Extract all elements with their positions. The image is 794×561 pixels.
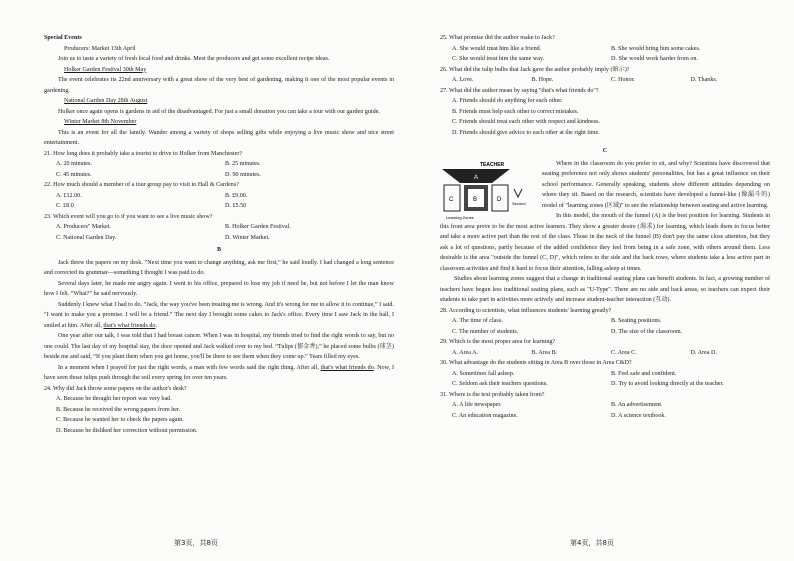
section-b-heading: B bbox=[216, 247, 222, 253]
zone-c-label: C bbox=[449, 196, 454, 203]
question-22: 22. How much should a member of a tour group pay to visit to Hall & Cardens? bbox=[44, 182, 239, 188]
option[interactable]: C. Friends should treat each other with respect and kindness. bbox=[452, 119, 601, 125]
option[interactable]: A. Area A. bbox=[452, 349, 479, 356]
option[interactable]: A. Producers" Market. bbox=[56, 224, 111, 230]
teacher-label: TEACHER bbox=[480, 161, 505, 168]
option[interactable]: A. Friends should do anything for each other. bbox=[452, 98, 563, 104]
second-label: Second bbox=[512, 200, 526, 206]
question-28: 28. According to scientists, what influences students' learning greatly? bbox=[440, 307, 612, 314]
options-30 bbox=[440, 369, 770, 390]
option[interactable]: B. Feel safe and confident. bbox=[611, 370, 677, 377]
left-page bbox=[44, 33, 394, 436]
passage-paragraph: Jack threw the papers on my desk. “Next time you want to change anything, ask me first,” he said loudly. I had changed a long sentence and corrected its grammar—something I thought I was paid to do. bbox=[44, 259, 394, 276]
option[interactable]: D. Area D. bbox=[690, 349, 717, 356]
option[interactable]: D. Try to avoid looking directly at the teacher. bbox=[611, 381, 724, 387]
page-footer-right: 第4页，共8页 bbox=[570, 539, 614, 547]
option[interactable]: A. She would treat him like a friend. bbox=[452, 45, 542, 52]
option[interactable]: B. Friends must help each other to correct mistakes. bbox=[452, 108, 579, 115]
option[interactable]: B. Seating positions. bbox=[611, 318, 662, 324]
zone-a-label: A bbox=[474, 174, 479, 181]
option[interactable]: D. Thanks. bbox=[690, 77, 718, 83]
option[interactable]: A. Because he thought her report was very bad. bbox=[56, 396, 172, 402]
option[interactable]: A. The time of class. bbox=[452, 318, 503, 324]
options-28 bbox=[440, 316, 770, 337]
option[interactable]: B. She would bring him some cakes. bbox=[611, 45, 701, 52]
question-21: 21. How long does it probably take a tourist to drive to Holker from Manchester? bbox=[44, 150, 243, 157]
option[interactable]: B. Because he received the wrong papers from her. bbox=[56, 406, 181, 413]
option[interactable]: A. Love. bbox=[452, 77, 474, 83]
option[interactable]: A. Sometimes fall asleep. bbox=[452, 370, 515, 377]
option[interactable]: C. An education magazine. bbox=[452, 412, 518, 419]
passage-paragraph: In this model, the mouth of the funnel (A) is the best position for learning. Students in this front area prove to be the most active learners. They show a greater desire (渴求) for learning, which leads them to focus better and take a more active part than the rest of the class. Those in the neck of the funnel (B) don't pay the same close attention, but they ask a lot of questions, partly because of the added confidence they feel from being in a safe zone, with others around them. Less desirable is the area "outside the funnel (C, D)", which refers to the side and the back rows, where students take a less active part in classroom activities and find it hard to focus their attention, falling asleep at times. bbox=[440, 213, 770, 272]
option[interactable]: D. She would work harder from on. bbox=[611, 56, 698, 62]
question-31: 31. Where is the text probably taken from? bbox=[440, 391, 545, 398]
passage-paragraph: In a moment when I prayed for just the right words, a man with few words said the right thing. After all, that's what friends do. Now, I have seen those tulips push through the soil every spring for over ten years. bbox=[44, 364, 394, 381]
option[interactable]: D. Winter Market. bbox=[225, 234, 270, 241]
option[interactable]: C. Because he wanted her to check the papers again. bbox=[56, 417, 184, 423]
passage-paragraph: Where in the classroom do you prefer to sit, and why? Scientists have discovered that seating preference not only shows students' personalities, but has a great influence on their school performance. Generally speaking, students show different attitudes depending on where they sit. Based on the research, scientists have developed a funnel-like (像漏斗的) model of "learning zones (区域)" to see the relationship between seating and active learning. bbox=[542, 160, 770, 209]
zone-d-label: D bbox=[497, 196, 502, 203]
passage-paragraph: One year after our talk, I was told that I had breast cancer. When I was in hospital, my friends tried to find the right words to say, but no one could. The last day of my hospital stay, the door opened and Jack walked over to my bed. “Tulips (郁金香),” he placed some bulbs (球茎) beside me and said, “If you plant them when you get home, you'll be there to see them when they come up.” Tears filled my eyes. bbox=[44, 333, 394, 360]
option[interactable]: B. Hope. bbox=[531, 77, 554, 83]
options-31 bbox=[440, 400, 770, 421]
passage-paragraph: Studies about learning zones suggest that a change in traditional seating plans can benefit students. In fact, a growing number of teachers have begun less traditional seating plans, such as "U-Type". There are no side and back areas, so teachers can expect their students to take part in activities more actively and increase student-teacher interaction (互动). bbox=[440, 276, 770, 303]
speaker-icon bbox=[514, 189, 522, 197]
option[interactable]: C. £8.0 bbox=[56, 203, 74, 209]
option[interactable]: C. The number of students. bbox=[452, 328, 519, 335]
event-text: Holker once again opens is gardens in aid of the disadvantaged. For just a small donation you can take a tour with our garden guide. bbox=[58, 108, 380, 115]
section-c-heading: C bbox=[602, 148, 608, 154]
zone-b-label: B bbox=[473, 196, 478, 203]
question-26: 26. What did the tulip bulbs that Jack gave the author probably imply (暗示)? bbox=[440, 66, 630, 73]
question-25: 25. What promise did the author make to Jack? bbox=[440, 35, 555, 41]
option[interactable]: B. £9.00. bbox=[225, 192, 248, 199]
option[interactable]: A. 20 minutes. bbox=[56, 161, 92, 167]
option[interactable]: B. Holker Garden Festival. bbox=[225, 224, 291, 230]
question-29: 29. Which is the most proper area for learning? bbox=[440, 339, 556, 345]
special-events-title: Special Events bbox=[44, 35, 82, 41]
passage-paragraph: Suddenly I knew what I had to do. “Jack, the way you've been treating me is wrong. And it's wrong for me to allow it to continue,” I said. “I want to make you a promise. I will be a friend.” The next day I brought some cakes to Jack's office. Every time I saw Jack in the hall, I smiled at him. After all, that's what friends do. bbox=[44, 301, 394, 329]
option[interactable]: B. An advertisement. bbox=[611, 402, 663, 408]
right-page bbox=[440, 33, 770, 421]
option[interactable]: D. £5.50 bbox=[225, 203, 247, 209]
option[interactable]: C. 45 minutes. bbox=[56, 171, 92, 178]
option[interactable]: C. Seldom ask their teachers questions. bbox=[452, 381, 548, 387]
options-27 bbox=[440, 96, 770, 138]
options-25 bbox=[440, 44, 770, 65]
option[interactable]: B. Area B. bbox=[531, 349, 558, 356]
option[interactable]: C. She would treat him the same way. bbox=[452, 56, 545, 62]
event-text: This is an event for all the family. Wander among a variety of shops selling gifts while enjoying a live music show and nice street entertainment. bbox=[44, 129, 394, 146]
option[interactable]: D. The size of the classroom. bbox=[611, 328, 683, 335]
options-21 bbox=[44, 159, 394, 180]
options-23 bbox=[44, 222, 394, 243]
question-24: 24. Why did Jack throw some papers on the author's desk? bbox=[44, 385, 187, 392]
question-23: 23. Which event will you go to if you want to see a live music show? bbox=[44, 213, 213, 220]
option[interactable]: B. 25 minutes. bbox=[225, 161, 261, 167]
learning-zones-label: Learning Zones bbox=[446, 214, 474, 220]
option[interactable]: D. 90 minutes. bbox=[225, 171, 261, 178]
event-title: National Garden Day 28th August bbox=[64, 98, 148, 104]
event-title: Holker Garden Festival 30th May bbox=[64, 66, 147, 73]
options-26 bbox=[440, 75, 770, 86]
passage-paragraph: Several days later, he made me angry again. I went to his office, prepared to lose my job if need be, but not before I let the man know how I felt. “What?” he said nervously. bbox=[44, 280, 394, 297]
event-text: The event celebrates its 22nd anniversary with a great show of the very best of gardening, making it one of the most popular events in gardening. bbox=[44, 77, 394, 94]
event-title: Winter Market 8th November bbox=[64, 119, 137, 125]
page-footer-left: 第3页，共8页 bbox=[174, 539, 218, 547]
option[interactable]: D. Friends should give advice to each other at the right time. bbox=[452, 129, 600, 136]
question-27: 27. What did the author mean by saying "that's what friends do"? bbox=[440, 87, 599, 94]
options-29 bbox=[440, 348, 770, 359]
event-text: Join us to taste a variety of fresh local food and drinks. Meet the producers and get some excellent recipe ideas. bbox=[58, 56, 330, 62]
option[interactable]: D. Because he disliked her correction without permission. bbox=[56, 427, 198, 434]
option[interactable]: A. A life newspaper. bbox=[452, 402, 502, 408]
option[interactable]: C. Area C. bbox=[611, 349, 637, 356]
option[interactable]: D. A science textbook. bbox=[611, 412, 667, 419]
options-22 bbox=[44, 191, 394, 212]
learning-zones-figure bbox=[440, 159, 536, 221]
event-title: Producers: Market 13th April bbox=[64, 45, 136, 52]
option[interactable]: C. Honor. bbox=[611, 77, 635, 83]
option[interactable]: A. £12.00. bbox=[56, 192, 82, 199]
options-24 bbox=[44, 394, 394, 436]
question-30: 30. What advantage do the students sitting in Area B over those in Area C&D? bbox=[440, 360, 632, 366]
friends-phrase: that's what friends do bbox=[103, 322, 156, 329]
option[interactable]: C. National Garden Day. bbox=[56, 234, 117, 241]
